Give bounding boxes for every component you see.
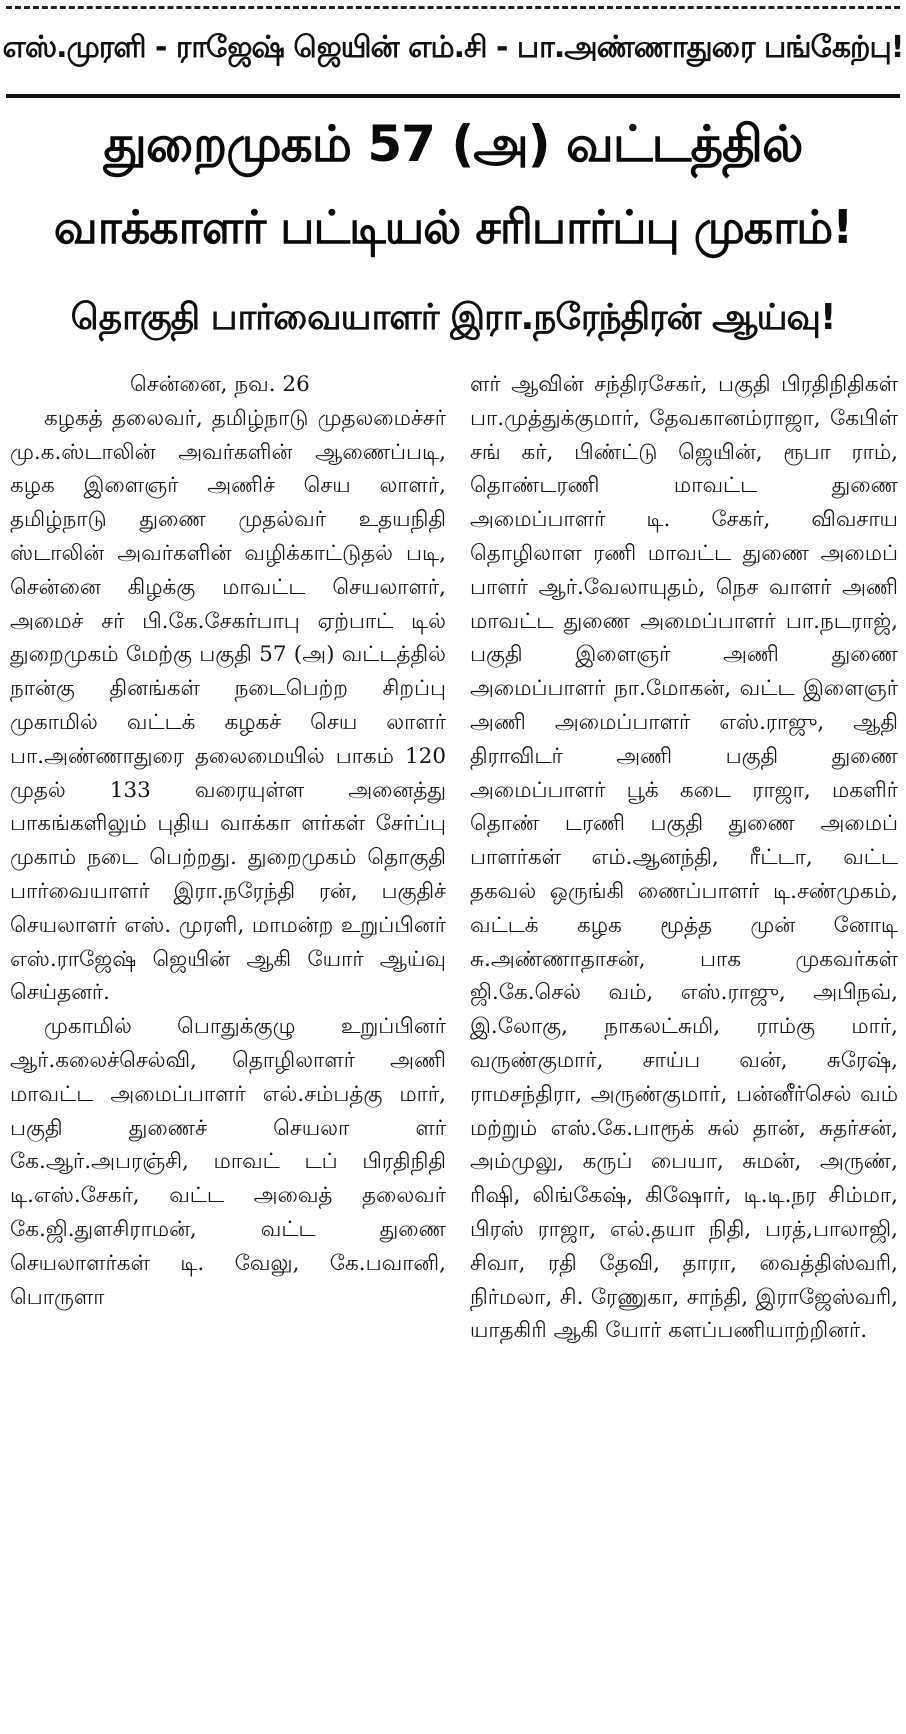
body-paragraph-1: கழகத் தலைவர், தமிழ்நாடு முதலமைச்சர் மு.க.ஸ்டாலின் அவர்களின் ஆணைப்படி, கழக இளைஞர் அணிச் செய லாளர், தமிழ்நாடு துணை முதல்வர் உதயநிதி ஸ்டாலின் அவர்களின் வழிக்காட்டுதல் படி, சென்னை கிழக்கு மாவட்ட செயலாளர், அமைச் சர் பி.கே.சேகர்பாபு ஏற்பாட் டில் துறைமுகம் மேற்கு பகுதி 57 (அ) வட்டத்தில் நான்கு தினங்கள் நடைபெற்ற சிறப்பு முகாமில் வட்டக் கழகச் செய லாளர் பா.அண்ணாதுரை தலைமையில் பாகம் 120 முதல் 133 வரையுள்ள அனைத்து பாகங்களிலும் புதிய வாக்கா ளர்கள் சேர்ப்பு முகாம் நடை பெற்றது. துறைமுகம் தொகுதி பார்வையாளர் இரா.நரேந்தி ரன், பகுதிச் செயலாளர் எஸ். முரளி, மாமன்ற உறுப்பினர் எஸ்.ராஜேஷ் ஜெயின் ஆகி யோர் ஆய்வு செய்தனர். [10,405,446,1006]
kicker-divider [6,94,900,98]
article-column-left [10,368,446,1728]
headline-line-1: துறைமுகம் 57 (அ) வட்டத்தில் [103,115,803,173]
kicker-line: எஸ்.முரளி - ராஜேஷ் ஜெயின் எம்.சி - பா.அண்ணாதுரை பங்கேற்பு! [2,30,904,65]
article-column-right [470,368,898,1728]
headline-line-2: வாக்காளர் பட்டியல் சரிபார்ப்பு முகாம்! [53,200,853,254]
subheadline: தொகுதி பார்வையாளர் இரா.நரேந்திரன் ஆய்வு! [70,297,836,338]
top-dashed-border [6,6,900,9]
dateline: சென்னை, நவ. 26 [130,372,310,397]
body-paragraph-2-continued: ளர் ஆவின் சந்திரசேகர், பகுதி பிரதிநிதிகள் பா.முத்துக்குமார், தேவகானம்ராஜா, கேபிள் சங் கர், பிண்ட்டு ஜெயின், ரூபா ராம், தொண்டரணி மாவட்ட துணை அமைப்பாளர் டி. சேகர், விவசாய தொழிலாள ரணி மாவட்ட துணை அமைப் பாளர் ஆர்.வேலாயுதம், நெச வாளர் அணி மாவட்ட துணை அமைப்பாளர் பா.நடராஜ், பகுதி இளைஞர் அணி துணை அமைப்பாளர் நா.மோகன், வட்ட இளைஞர் அணி அமைப்பாளர் எஸ்.ராஜு, ஆதி திராவிடர் அணி பகுதி துணை அமைப்பாளர் பூக் கடை ராஜா, மகளிர் தொண் டரணி பகுதி துணை அமைப் பாளர்கள் எம்.ஆனந்தி, ரீட்டா, வட்ட தகவல் ஒருங்கி ணைப்பாளர் டி.சண்முகம், வட்டக் கழக மூத்த முன் னோடி சு.அண்ணாதாசன், பாக முகவர்கள் ஜி.கே.செல் வம், எஸ்.ராஜு, அபிநவ், இ.லோகு, நாகலட்சுமி, ராம்கு மார், வருண்குமார், சாய்ப வன், சுரேஷ், ராமசந்திரா, அருண்குமார், பன்னீர்செல் வம் மற்றும் எஸ்.கே.பாரூக் சுல் தான், சுதர்சன், அம்முலு, கருப் பையா, சுமன், அருண், ரிஷி, லிங்கேஷ், கிஷோர், டி.டி.நர சிம்மா, பிரஸ் ராஜா, எல்.தயா நிதி, பரத்,பாலாஜி, சிவா, ரதி தேவி, தாரா, வைத்திஸ்வரி, நிர்மலா, சி. ரேணுகா, சாந்தி, இராஜேஸ்வரி, யாதகிரி ஆகி யோர் களப்பணியாற்றினர். [470,372,898,1344]
body-paragraph-2-start: முகாமில் பொதுக்குழு உறுப்பினர் ஆர்.கலைச்செல்வி, தொழிலாளர் அணி மாவட்ட அமைப்பாளர் எல்.சம்பத்கு மார், பகுதி துணைச் செயலா ளர் கே.ஆர்.அபரஞ்சி, மாவட் டப் பிரதிநிதி டி.எஸ்.சேகர், வட்ட அவைத் தலைவர் கே.ஜி.துளசிராமன், வட்ட துணை செயலாளர்கள் டி. வேலு, கே.பவானி, பொருளா [10,1014,446,1310]
